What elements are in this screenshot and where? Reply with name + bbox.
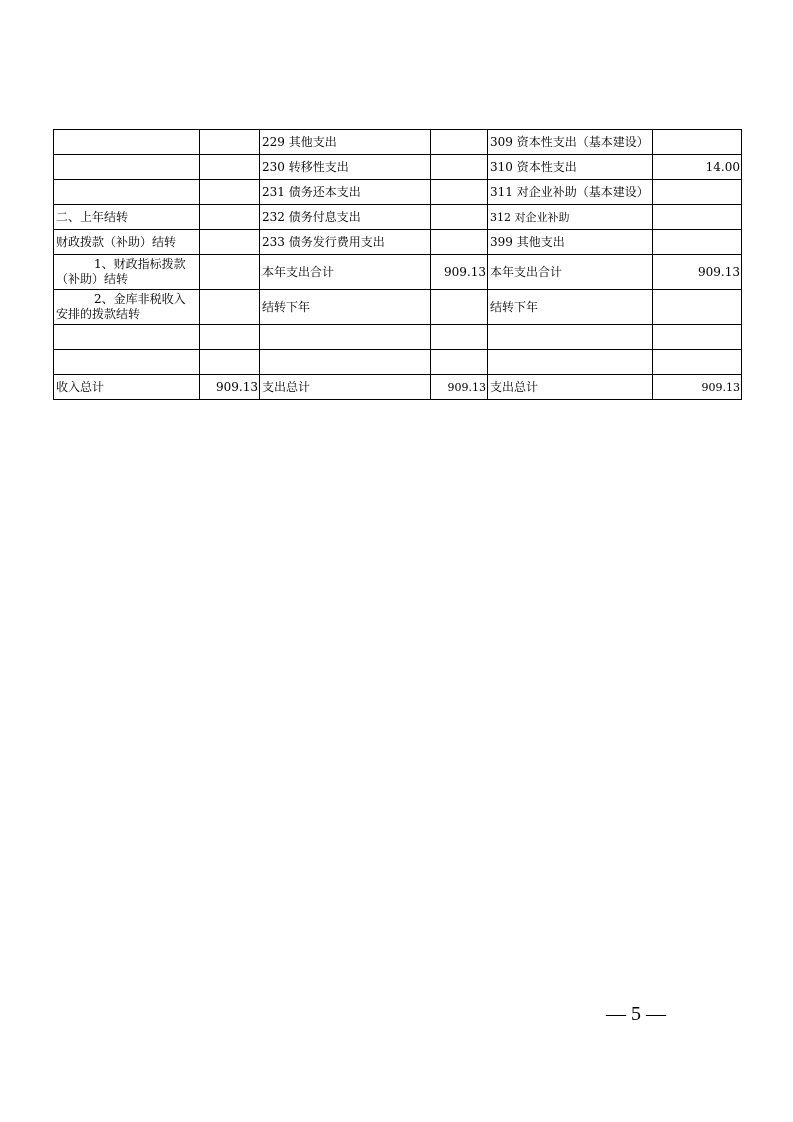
income-amount-cell	[200, 155, 260, 180]
income-item-cell	[54, 155, 200, 180]
expense-category-amount-cell	[431, 155, 488, 180]
expense-economic-amount-cell	[653, 325, 742, 350]
expense-category-amount-cell	[431, 205, 488, 230]
page-number: — 5 —	[606, 1003, 666, 1025]
expense-economic-cell: 399 其他支出	[488, 230, 653, 255]
expense-economic-cell: 312 对企业补助	[488, 205, 653, 230]
budget-table	[53, 129, 742, 400]
expense-category-cell: 232 债务付息支出	[260, 205, 431, 230]
income-item-cell: 1、财政指标拨款（补助）结转	[54, 255, 200, 290]
expense-economic-cell: 本年支出合计	[488, 255, 653, 290]
table-row	[54, 325, 742, 350]
table-row	[54, 130, 742, 155]
income-total-amount: 909.13	[200, 375, 260, 400]
expense-category-amount-cell	[431, 325, 488, 350]
table-row	[54, 230, 742, 255]
expense-economic-amount-cell	[653, 180, 742, 205]
expense-economic-cell: 结转下年	[488, 290, 653, 325]
income-amount-cell	[200, 325, 260, 350]
table-row	[54, 255, 742, 290]
expense-category-cell: 229 其他支出	[260, 130, 431, 155]
expense-economic-amount-cell	[653, 290, 742, 325]
table-row	[54, 155, 742, 180]
expense-category-amount-cell	[431, 290, 488, 325]
income-total-label: 收入总计	[54, 375, 200, 400]
income-item-cell	[54, 180, 200, 205]
income-item-cell: 财政拨款（补助）结转	[54, 230, 200, 255]
expense-category-amount-cell	[431, 350, 488, 375]
table-row-total	[54, 375, 742, 400]
expense-category-total-amount: 909.13	[431, 375, 488, 400]
income-amount-cell	[200, 180, 260, 205]
income-item-cell	[54, 130, 200, 155]
table-row	[54, 205, 742, 230]
expense-economic-amount-cell	[653, 350, 742, 375]
table-row	[54, 290, 742, 325]
income-item-cell: 2、金库非税收入安排的拨款结转	[54, 290, 200, 325]
expense-economic-amount-cell	[653, 205, 742, 230]
expense-economic-amount-cell: 909.13	[653, 255, 742, 290]
income-item-cell: 二、上年结转	[54, 205, 200, 230]
expense-economic-amount-cell: 14.00	[653, 155, 742, 180]
expense-economic-cell: 310 资本性支出	[488, 155, 653, 180]
income-item-cell	[54, 350, 200, 375]
expense-category-total-label: 支出总计	[260, 375, 431, 400]
income-amount-cell	[200, 290, 260, 325]
expense-category-cell: 230 转移性支出	[260, 155, 431, 180]
expense-economic-cell: 309 资本性支出（基本建设）	[488, 130, 653, 155]
income-amount-cell	[200, 230, 260, 255]
expense-economic-amount-cell	[653, 230, 742, 255]
expense-category-cell: 本年支出合计	[260, 255, 431, 290]
table-row	[54, 180, 742, 205]
table-row	[54, 350, 742, 375]
expense-category-amount-cell	[431, 230, 488, 255]
expense-economic-cell	[488, 325, 653, 350]
income-amount-cell	[200, 255, 260, 290]
income-item-cell	[54, 325, 200, 350]
expense-economic-amount-cell	[653, 130, 742, 155]
expense-category-cell: 231 债务还本支出	[260, 180, 431, 205]
expense-category-cell: 233 债务发行费用支出	[260, 230, 431, 255]
expense-category-amount-cell	[431, 180, 488, 205]
expense-economic-cell: 311 对企业补助（基本建设）	[488, 180, 653, 205]
expense-category-amount-cell	[431, 130, 488, 155]
expense-economic-total-amount: 909.13	[653, 375, 742, 400]
expense-category-amount-cell: 909.13	[431, 255, 488, 290]
expense-category-cell: 结转下年	[260, 290, 431, 325]
income-amount-cell	[200, 205, 260, 230]
expense-category-cell	[260, 350, 431, 375]
expense-category-cell	[260, 325, 431, 350]
expense-economic-total-label: 支出总计	[488, 375, 653, 400]
expense-economic-cell	[488, 350, 653, 375]
income-amount-cell	[200, 130, 260, 155]
income-amount-cell	[200, 350, 260, 375]
